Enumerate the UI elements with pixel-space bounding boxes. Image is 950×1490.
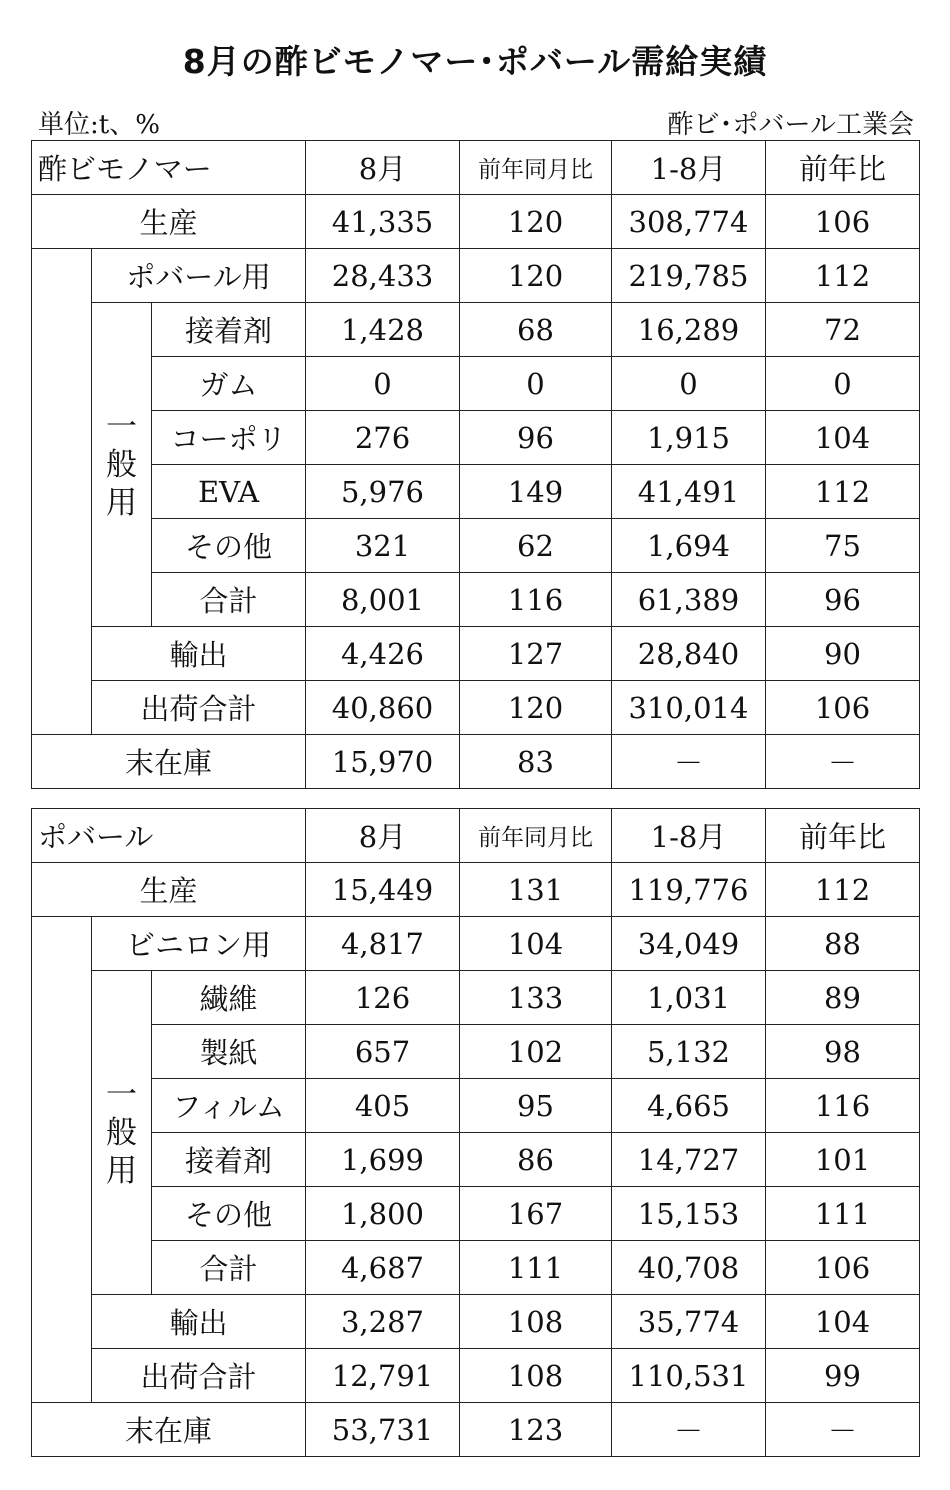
table-row xyxy=(32,573,920,627)
cell: 120 xyxy=(460,195,612,249)
cell: 108 xyxy=(460,1349,612,1403)
cell: 8,001 xyxy=(306,573,460,627)
cell: 101 xyxy=(766,1133,920,1187)
cell: － xyxy=(766,1403,920,1457)
cell: 104 xyxy=(766,1295,920,1349)
cell: 112 xyxy=(766,465,920,519)
cell: 40,708 xyxy=(612,1241,766,1295)
table-header-row xyxy=(32,141,920,195)
table-row xyxy=(32,1403,920,1457)
table-row xyxy=(32,917,920,971)
cell: 405 xyxy=(306,1079,460,1133)
header-cell: 8月 xyxy=(306,809,460,863)
cell: 126 xyxy=(306,971,460,1025)
cell: 4,665 xyxy=(612,1079,766,1133)
cell: 127 xyxy=(460,627,612,681)
table-row xyxy=(32,249,920,303)
cell: 96 xyxy=(460,411,612,465)
cell: 96 xyxy=(766,573,920,627)
row-label: 輸出 xyxy=(92,1295,306,1349)
cell: 1,800 xyxy=(306,1187,460,1241)
table-row xyxy=(32,863,920,917)
table-row xyxy=(32,971,920,1025)
table-row xyxy=(32,357,920,411)
row-label: ポバール用 xyxy=(92,249,306,303)
cell: 4,817 xyxy=(306,917,460,971)
cell: 95 xyxy=(460,1079,612,1133)
cell: 102 xyxy=(460,1025,612,1079)
table-row xyxy=(32,1133,920,1187)
row-label: 合計 xyxy=(152,1241,306,1295)
table-row xyxy=(32,411,920,465)
row-label: 繊維 xyxy=(152,971,306,1025)
row-label: 接着剤 xyxy=(152,303,306,357)
cell: 88 xyxy=(766,917,920,971)
group-label: 一般用 xyxy=(92,303,152,627)
table-row xyxy=(32,303,920,357)
row-label: 生産 xyxy=(32,195,306,249)
cell: 68 xyxy=(460,303,612,357)
cell: 99 xyxy=(766,1349,920,1403)
table-row xyxy=(32,195,920,249)
cell: 1,031 xyxy=(612,971,766,1025)
row-label: 出荷合計 xyxy=(92,681,306,735)
cell: 116 xyxy=(766,1079,920,1133)
cell: － xyxy=(766,735,920,789)
cell: 98 xyxy=(766,1025,920,1079)
row-label: 製紙 xyxy=(152,1025,306,1079)
header-cell: 前年同月比 xyxy=(460,809,612,863)
cell: 0 xyxy=(306,357,460,411)
table-row xyxy=(32,465,920,519)
header-cell: 前年比 xyxy=(766,809,920,863)
header-cell: 前年同月比 xyxy=(460,141,612,195)
cell: 111 xyxy=(460,1241,612,1295)
indent-cell xyxy=(32,249,92,735)
cell: 119,776 xyxy=(612,863,766,917)
cell: 104 xyxy=(766,411,920,465)
header-cell: 8月 xyxy=(306,141,460,195)
row-label: 生産 xyxy=(32,863,306,917)
table-header-row xyxy=(32,809,920,863)
header-cell: 1-8月 xyxy=(612,809,766,863)
table-row xyxy=(32,1025,920,1079)
header-cell: 1-8月 xyxy=(612,141,766,195)
table-row xyxy=(32,1079,920,1133)
cell: 28,840 xyxy=(612,627,766,681)
cell: 86 xyxy=(460,1133,612,1187)
row-label: ガム xyxy=(152,357,306,411)
row-label: 末在庫 xyxy=(32,735,306,789)
row-label: フィルム xyxy=(152,1079,306,1133)
cell: 15,153 xyxy=(612,1187,766,1241)
cell: 90 xyxy=(766,627,920,681)
cell: 35,774 xyxy=(612,1295,766,1349)
row-label: EVA xyxy=(152,465,306,519)
vam-table xyxy=(31,140,920,789)
cell: 53,731 xyxy=(306,1403,460,1457)
table-row xyxy=(32,1295,920,1349)
row-label: その他 xyxy=(152,519,306,573)
table-row xyxy=(32,1241,920,1295)
cell: 149 xyxy=(460,465,612,519)
cell: － xyxy=(612,735,766,789)
cell: 106 xyxy=(766,1241,920,1295)
page-title: 8月の酢ビモノマー･ポバール需給実績 xyxy=(182,42,768,81)
cell: 34,049 xyxy=(612,917,766,971)
cell: 657 xyxy=(306,1025,460,1079)
cell: 14,727 xyxy=(612,1133,766,1187)
cell: 61,389 xyxy=(612,573,766,627)
cell: 1,694 xyxy=(612,519,766,573)
cell: 41,335 xyxy=(306,195,460,249)
cell: 89 xyxy=(766,971,920,1025)
cell: 116 xyxy=(460,573,612,627)
cell: 15,449 xyxy=(306,863,460,917)
cell: 321 xyxy=(306,519,460,573)
header-cell: 酢ビモノマー xyxy=(32,141,306,195)
pva-table xyxy=(31,808,920,1457)
source-note: 酢ビ･ポバール工業会 xyxy=(667,110,914,140)
cell: 310,014 xyxy=(612,681,766,735)
cell: 16,289 xyxy=(612,303,766,357)
header-cell: 前年比 xyxy=(766,141,920,195)
cell: 5,976 xyxy=(306,465,460,519)
cell: 1,915 xyxy=(612,411,766,465)
table-row xyxy=(32,1349,920,1403)
cell: 219,785 xyxy=(612,249,766,303)
cell: 4,687 xyxy=(306,1241,460,1295)
row-label: 出荷合計 xyxy=(92,1349,306,1403)
cell: 111 xyxy=(766,1187,920,1241)
table-row xyxy=(32,1187,920,1241)
header-cell: ポバール xyxy=(32,809,306,863)
row-label: コーポリ xyxy=(152,411,306,465)
table-row xyxy=(32,681,920,735)
cell: 112 xyxy=(766,249,920,303)
cell: 0 xyxy=(460,357,612,411)
cell: 15,970 xyxy=(306,735,460,789)
cell: 62 xyxy=(460,519,612,573)
cell: 110,531 xyxy=(612,1349,766,1403)
cell: 133 xyxy=(460,971,612,1025)
row-label: ビニロン用 xyxy=(92,917,306,971)
cell: 41,491 xyxy=(612,465,766,519)
table-row xyxy=(32,735,920,789)
unit-note: 単位:t、% xyxy=(38,110,160,140)
cell: 1,699 xyxy=(306,1133,460,1187)
cell: 0 xyxy=(766,357,920,411)
cell: 167 xyxy=(460,1187,612,1241)
cell: 123 xyxy=(460,1403,612,1457)
group-label: 一般用 xyxy=(92,971,152,1295)
row-label: 接着剤 xyxy=(152,1133,306,1187)
cell: 104 xyxy=(460,917,612,971)
cell: 112 xyxy=(766,863,920,917)
cell: 106 xyxy=(766,195,920,249)
table-row xyxy=(32,627,920,681)
cell: 108 xyxy=(460,1295,612,1349)
cell: 4,426 xyxy=(306,627,460,681)
cell: 28,433 xyxy=(306,249,460,303)
cell: 120 xyxy=(460,681,612,735)
cell: 308,774 xyxy=(612,195,766,249)
row-label: その他 xyxy=(152,1187,306,1241)
cell: 106 xyxy=(766,681,920,735)
cell: 120 xyxy=(460,249,612,303)
cell: － xyxy=(612,1403,766,1457)
cell: 0 xyxy=(612,357,766,411)
cell: 40,860 xyxy=(306,681,460,735)
row-label: 末在庫 xyxy=(32,1403,306,1457)
cell: 72 xyxy=(766,303,920,357)
cell: 5,132 xyxy=(612,1025,766,1079)
cell: 75 xyxy=(766,519,920,573)
cell: 131 xyxy=(460,863,612,917)
cell: 1,428 xyxy=(306,303,460,357)
indent-cell xyxy=(32,917,92,1403)
cell: 276 xyxy=(306,411,460,465)
cell: 3,287 xyxy=(306,1295,460,1349)
table-row xyxy=(32,519,920,573)
cell: 83 xyxy=(460,735,612,789)
cell: 12,791 xyxy=(306,1349,460,1403)
row-label: 輸出 xyxy=(92,627,306,681)
row-label: 合計 xyxy=(152,573,306,627)
